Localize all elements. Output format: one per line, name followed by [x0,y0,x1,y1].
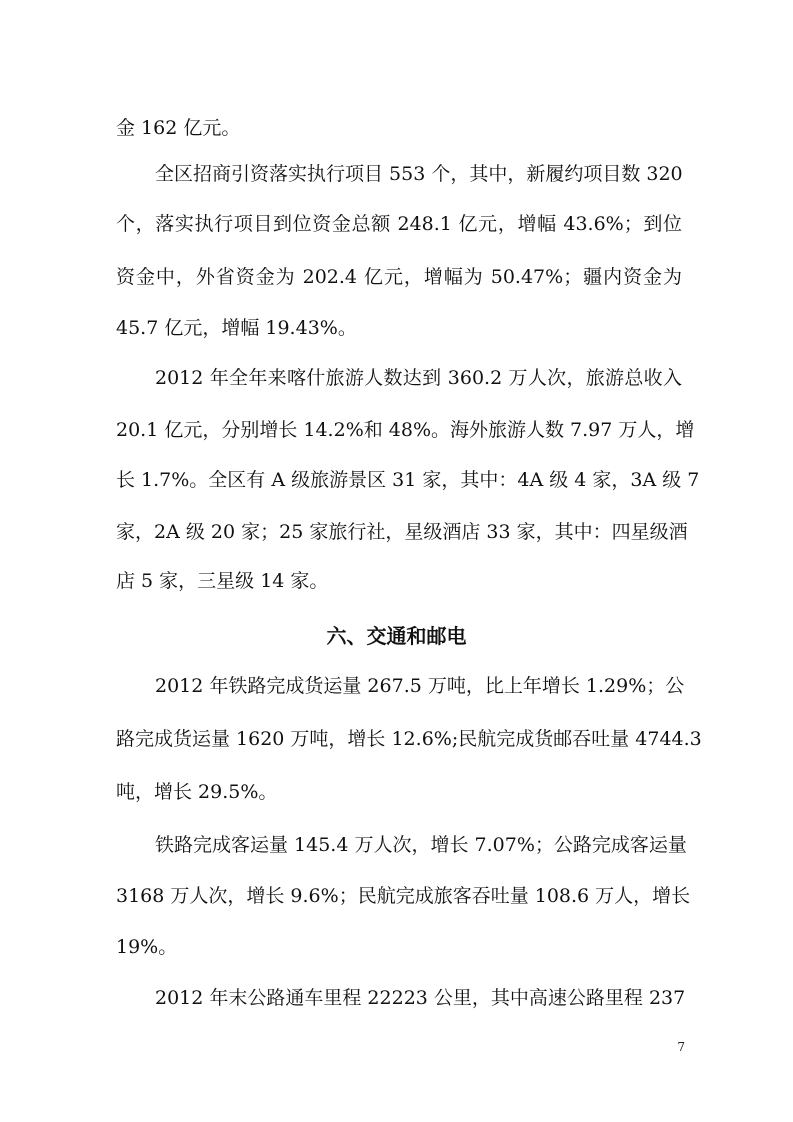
text-line: 店 5 家，三星级 14 家。 [116,570,329,592]
text-line: 2012 年铁路完成货运量 267.5 万吨，比上年增长 1.29%；公 [155,675,685,697]
text-line: 19%。 [116,936,178,958]
text-line: 家，2A 级 20 家；25 家旅行社，星级酒店 33 家，其中：四星级酒 [116,521,688,543]
text-line: 3168 万人次，增长 9.6%；民航完成旅客吞吐量 108.6 万人，增长 [116,885,691,907]
section-heading: 六、交通和邮电 [326,624,467,648]
text-line: 吨，增长 29.5%。 [116,781,278,803]
text-line: 全区招商引资落实执行项目 553 个，其中，新履约项目数 320 [155,163,683,185]
text-line: 路完成货运量 1620 万吨，增长 12.6%;民航完成货邮吞吐量 4744.3 [116,728,702,750]
text-line: 铁路完成客运量 145.4 万人次，增长 7.07%；公路完成客运量 [155,834,687,856]
text-line: 资金中，外省资金为 202.4 亿元，增幅为 50.47%；疆内资金为 [116,266,682,288]
text-line: 个，落实执行项目到位资金总额 248.1 亿元，增幅 43.6%；到位 [116,213,682,235]
page-number: 7 [677,1040,685,1054]
text-line: 2012 年末公路通车里程 22223 公里，其中高速公路里程 237 [155,987,686,1009]
text-line: 金 162 亿元。 [116,117,241,139]
text-line: 45.7 亿元，增幅 19.43%。 [116,317,357,339]
text-line: 长 1.7%。全区有 A 级旅游景区 31 家，其中：4A 级 4 家，3A 级 7 [116,469,700,491]
text-line: 2012 年全年来喀什旅游人数达到 360.2 万人次，旅游总收入 [155,367,682,389]
text-line: 20.1 亿元，分别增长 14.2%和 48%。海外旅游人数 7.97 万人，增 [116,419,695,441]
